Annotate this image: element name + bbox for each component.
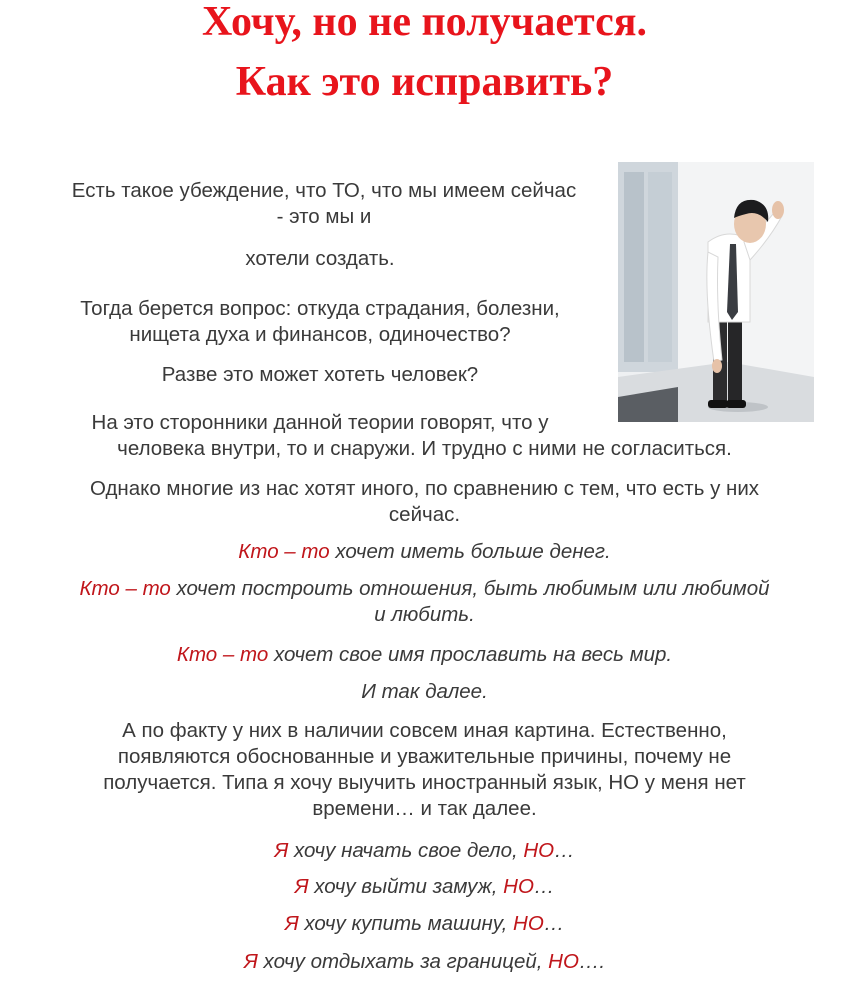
want-2-ellipsis: … xyxy=(533,875,555,898)
quote-2-rest: хочет построить отношения, быть любимым или любимой xyxy=(170,577,770,600)
paragraph-2-line-1: Тогда берется вопрос: откуда страдания, болезни, xyxy=(80,297,560,320)
paragraph-4-line-2: человека внутри, то и снаружи. И трудно с ними не согласиться. xyxy=(117,437,732,460)
page-title-line-1: Хочу, но не получается. xyxy=(201,0,648,45)
page-title-line-2: Как это исправить? xyxy=(235,59,614,105)
want-4-pronoun: Я xyxy=(243,950,258,973)
paragraph-6-line-1: А по факту у них в наличии совсем иная картина. Естественно, xyxy=(122,719,727,742)
paragraph-1-line-1: Есть такое убеждение, что ТО, что мы имеем сейчас xyxy=(71,179,577,202)
want-3-but: НО xyxy=(513,912,544,935)
want-4-ellipsis: …. xyxy=(578,950,606,973)
quote-2-accent: Кто – то xyxy=(79,577,171,600)
quote-3-accent: Кто – то xyxy=(176,643,269,666)
want-4-text: хочу отдыхать за границей, xyxy=(257,950,549,973)
want-2-text: хочу выйти замуж, xyxy=(308,875,504,898)
want-line-1 xyxy=(0,838,849,864)
want-1-ellipsis: … xyxy=(554,839,575,862)
paragraph-4-line-1: На это сторонники данной теории говорят, что у xyxy=(91,411,549,434)
want-2-pronoun: Я xyxy=(294,875,309,898)
want-line-3 xyxy=(0,911,849,937)
want-line-2 xyxy=(0,874,849,900)
want-4-but: НО xyxy=(548,950,579,973)
paragraph-5-line-2: сейчас. xyxy=(388,503,461,526)
paragraph-3: Разве это может хотеть человек? xyxy=(161,363,479,386)
quote-1-rest: хочет иметь больше денег. xyxy=(329,540,611,563)
want-3-ellipsis: … xyxy=(543,912,565,935)
quote-2-line-1 xyxy=(0,576,849,602)
paragraph-5-line-1: Однако многие из нас хотят иного, по сравнению с тем, что есть у них xyxy=(89,477,760,500)
quote-1-accent: Кто – то xyxy=(238,540,330,563)
paragraph-6-line-2: появляются обоснованные и уважительные причины, почему не xyxy=(117,745,732,768)
want-3-pronoun: Я xyxy=(284,912,299,935)
want-2-but: НО xyxy=(503,875,534,898)
want-line-4 xyxy=(0,949,849,975)
quote-4: И так далее. xyxy=(361,680,488,703)
want-3-text: хочу купить машину, xyxy=(298,912,514,935)
quote-3-rest: хочет свое имя прославить на весь мир. xyxy=(268,643,673,666)
want-1-pronoun: Я xyxy=(274,839,289,862)
paragraph-6-line-4: времени… и так далее. xyxy=(312,797,537,820)
paragraph-6-line-3: получается. Типа я хочу выучить иностранный язык, НО у меня нет xyxy=(103,771,746,794)
want-1-text: хочу начать свое дело, xyxy=(288,839,524,862)
quote-1 xyxy=(0,539,849,565)
quote-3 xyxy=(0,642,849,668)
want-1-but: НО xyxy=(523,839,555,862)
paragraph-1-line-2: - это мы и xyxy=(276,205,372,228)
quote-2-line-2: и любить. xyxy=(374,603,475,626)
paragraph-2-line-2: нищета духа и финансов, одиночество? xyxy=(129,323,511,346)
paragraph-1-line-3: хотели создать. xyxy=(245,247,395,270)
